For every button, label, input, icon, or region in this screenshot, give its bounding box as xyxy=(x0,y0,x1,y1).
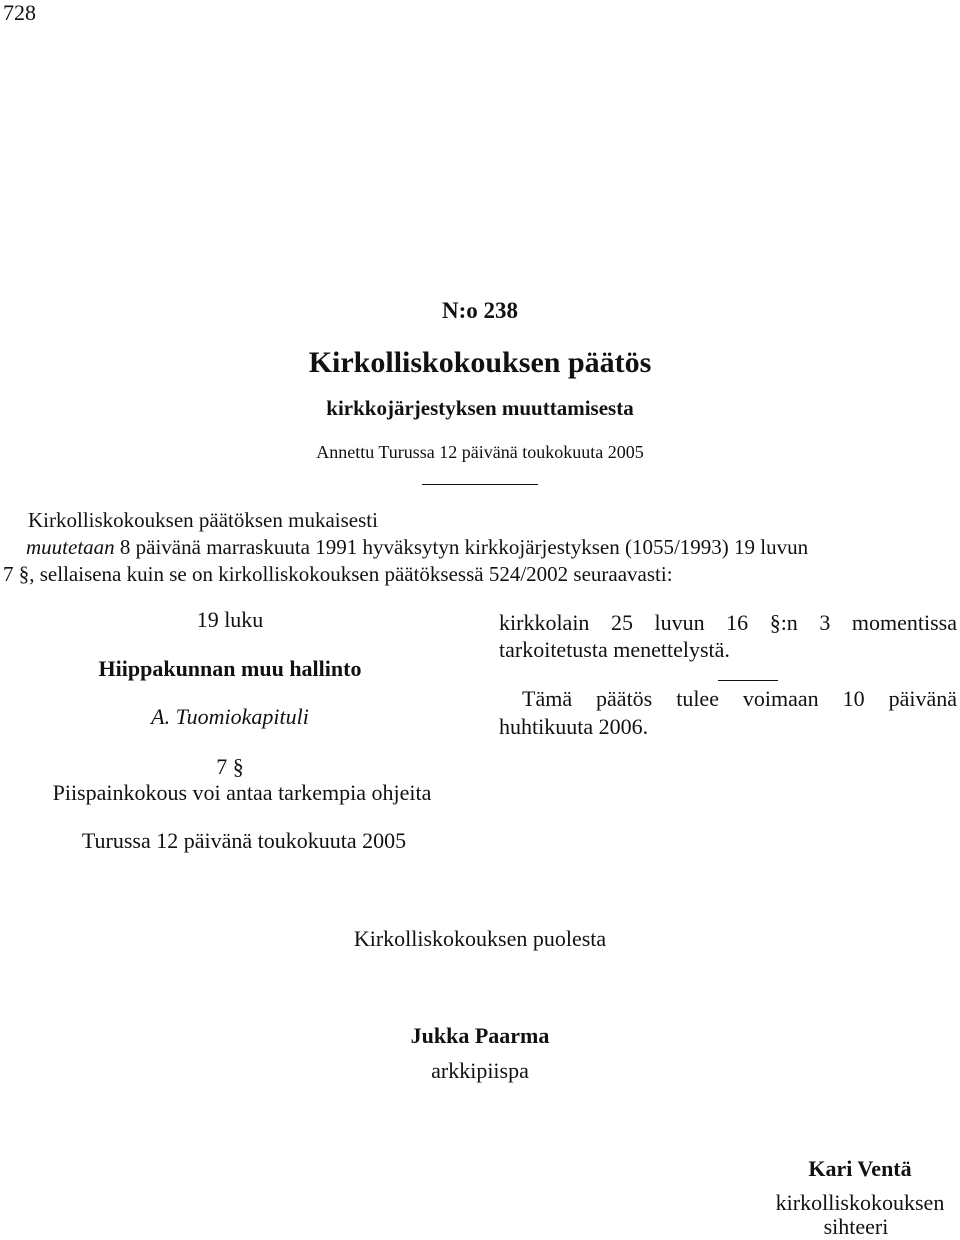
chapter-title: Hiippakunnan muu hallinto xyxy=(98,656,362,681)
right-column-line-1: kirkkolain 25 luvun 16 §:n 3 momentissa xyxy=(499,610,957,635)
given-date-line: Annettu Turussa 12 päivänä toukokuuta 2005 xyxy=(316,442,644,462)
intro-line-3 xyxy=(3,562,673,587)
statute-number: N:o 238 xyxy=(441,298,519,323)
section-heading: A. Tuomiokapituli xyxy=(151,704,309,729)
intro-line-3-text: 7 §, sellaisena kuin se on kirkolliskokouksen päätöksessä 524/2002 seuraavasti: xyxy=(3,562,673,586)
intro-line-2-text: 8 päivänä marraskuuta 1991 hyväksytyn kirkkojärjestyksen (1055/1993) 19 luvun xyxy=(114,535,809,559)
signer-2-name: Kari Ventä xyxy=(808,1156,912,1181)
place-date: Turussa 12 päivänä toukokuuta 2005 xyxy=(81,828,407,853)
document-subtitle: kirkkojärjestyksen muuttamisesta xyxy=(326,396,634,420)
paragraph-text: Piispainkokous voi antaa tarkempia ohjeita xyxy=(52,780,432,805)
right-column-line-2: tarkoitetusta menettelystä. xyxy=(499,637,730,662)
document-title: Kirkolliskokouksen päätös xyxy=(308,346,652,379)
intro-line-2 xyxy=(26,535,808,560)
intro-verb: muutetaan xyxy=(26,535,115,559)
right-column-divider xyxy=(718,680,778,681)
paragraph-number: 7 § xyxy=(216,754,244,779)
signer-1-name: Jukka Paarma xyxy=(410,1023,550,1048)
chapter-number: 19 luku xyxy=(196,607,264,632)
entry-into-force-line-2: huhtikuuta 2006. xyxy=(499,714,649,739)
page-number: 728 xyxy=(3,0,36,25)
signer-2-title-line-1: kirkolliskokouksen xyxy=(775,1190,945,1215)
signer-1-title: arkkipiispa xyxy=(431,1058,529,1083)
signer-2-title-line-2: sihteeri xyxy=(823,1214,889,1239)
intro-line-1-text: Kirkolliskokouksen päätöksen mukaisesti xyxy=(28,508,378,532)
on-behalf-line: Kirkolliskokouksen puolesta xyxy=(353,926,607,951)
header-divider xyxy=(422,484,538,485)
intro-line-1 xyxy=(26,508,378,533)
entry-into-force-line-1: Tämä päätös tulee voimaan 10 päivänä xyxy=(522,686,957,711)
